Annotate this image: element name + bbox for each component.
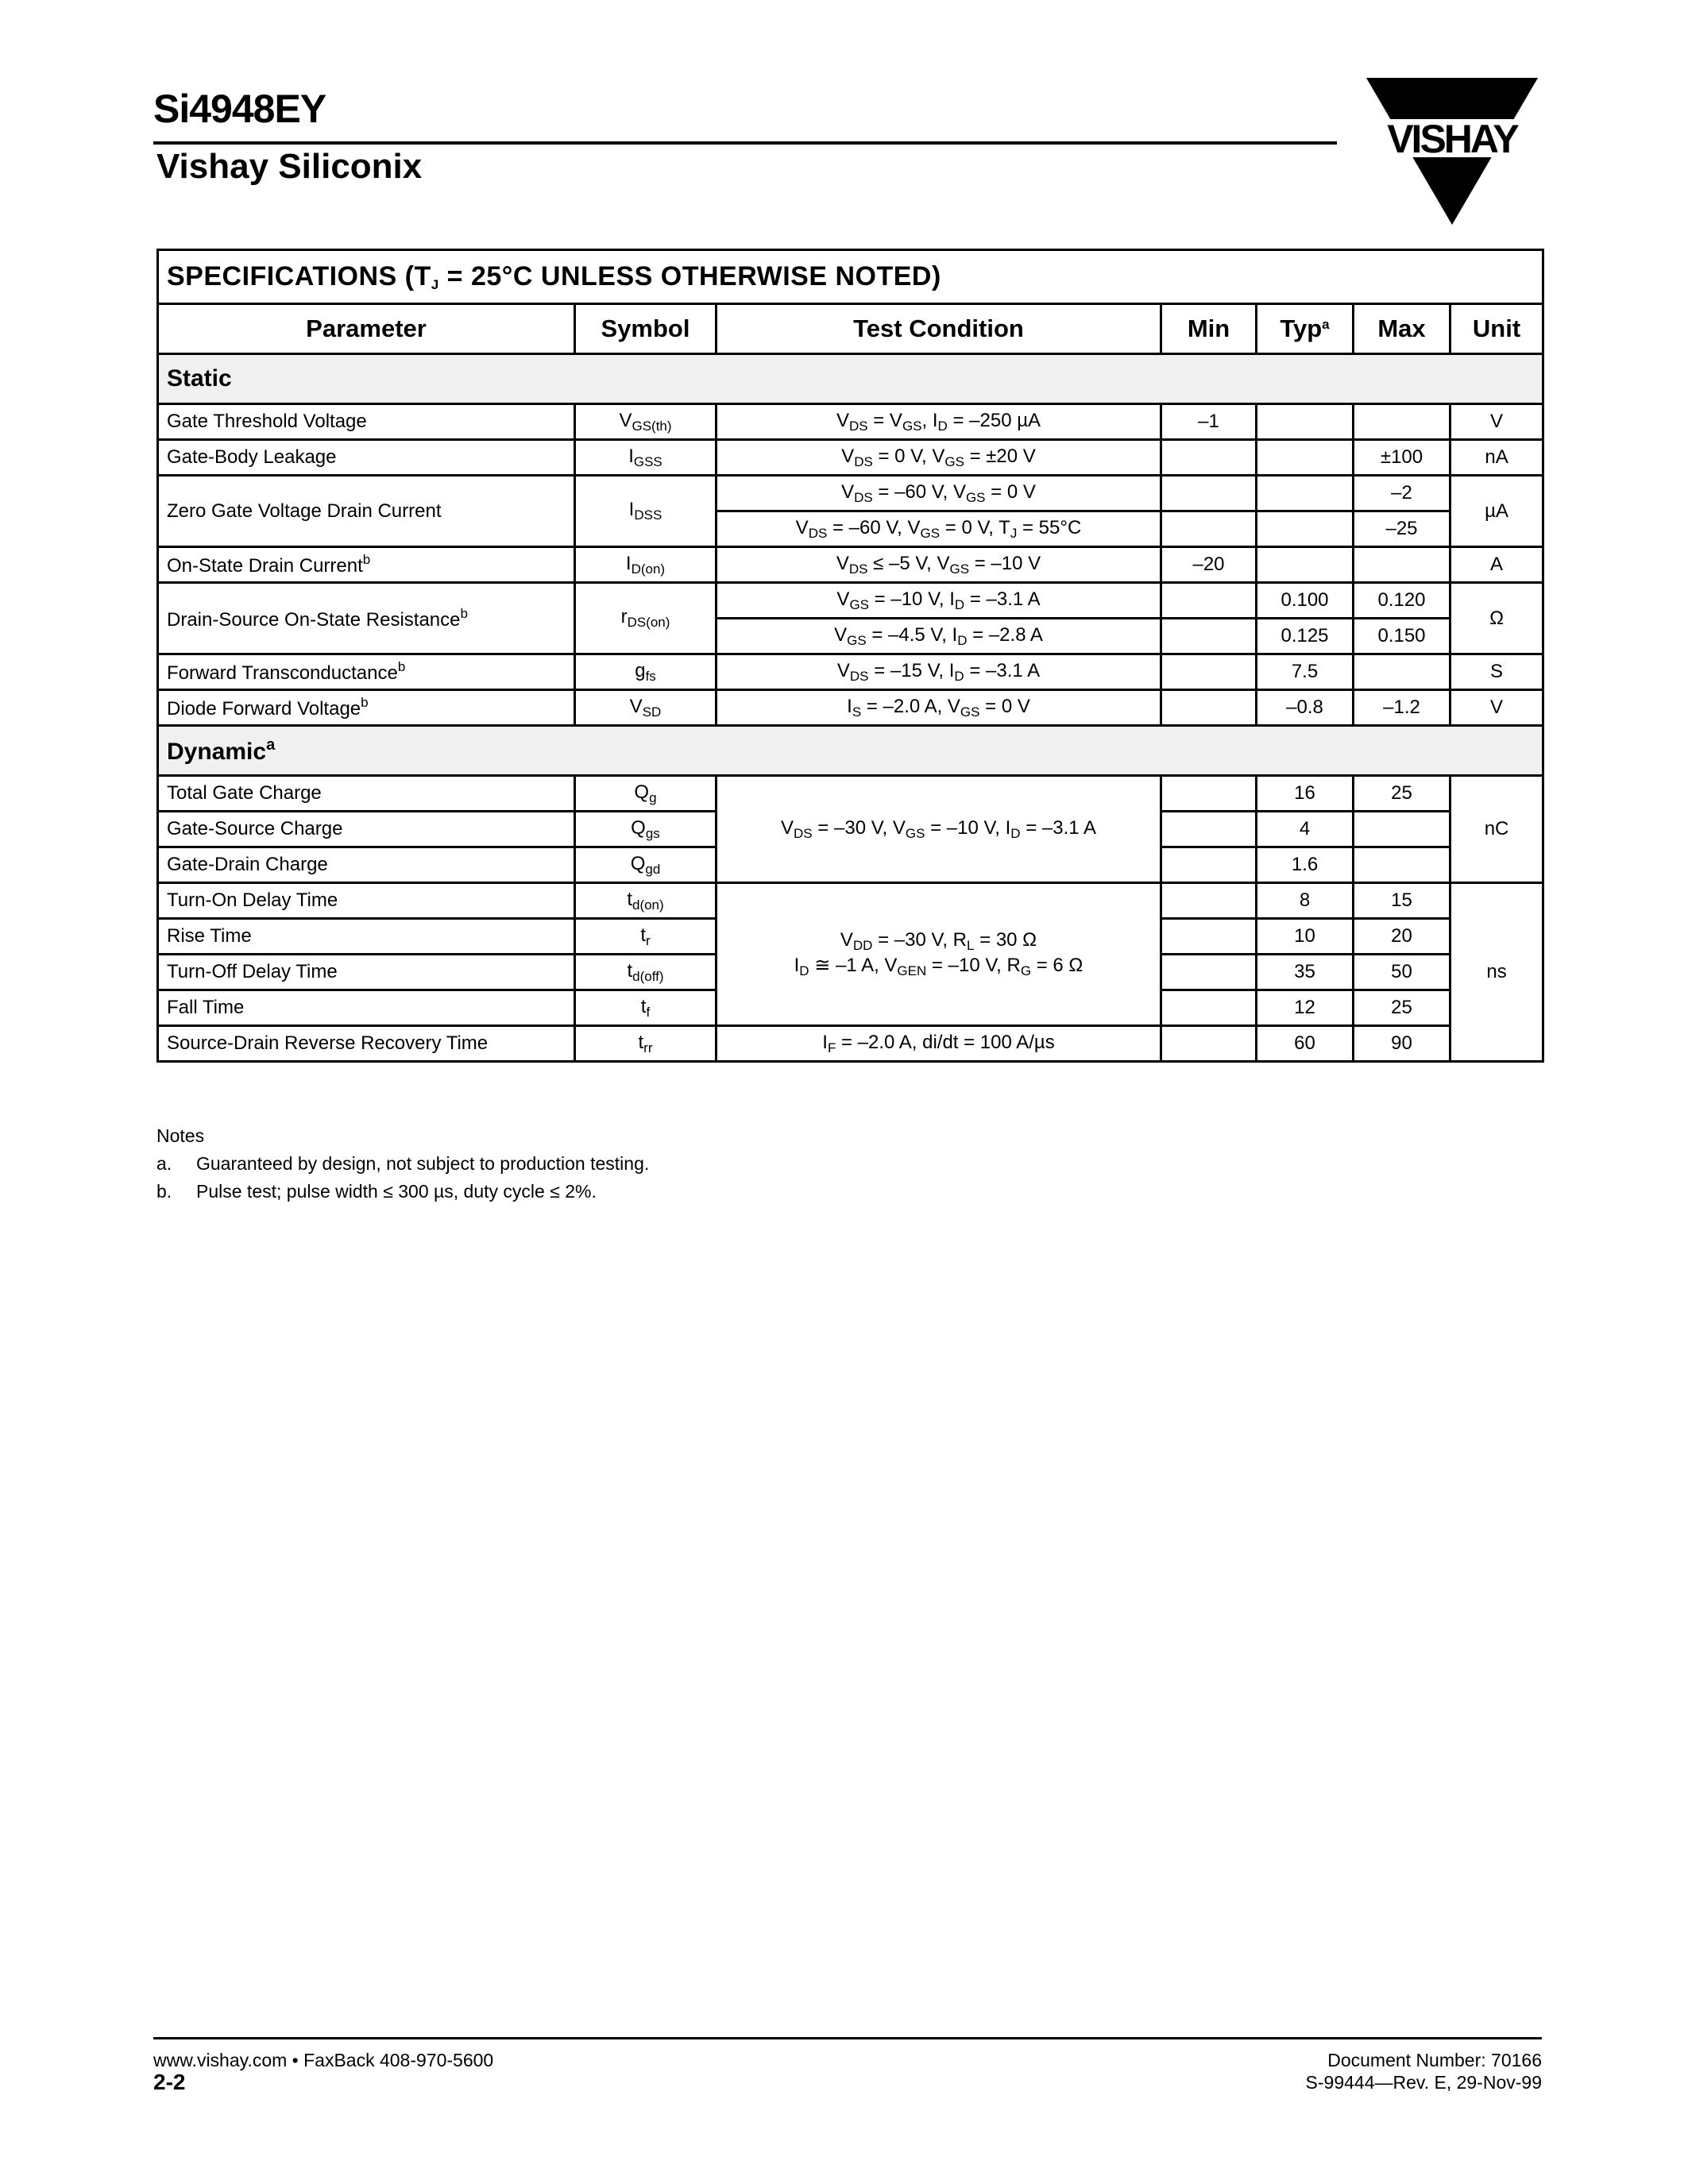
condition-cell: $V_{DS} = -15$ V, $I_D = -3.1$ A (717, 654, 1161, 690)
typ-cell (1257, 404, 1354, 440)
footer-rule (153, 2037, 1542, 2039)
vishay-logo (1366, 78, 1538, 225)
column-header-typ: Typ$^a$ (1257, 304, 1354, 354)
symbol-cell: $Q_{gd}$ (575, 847, 717, 883)
typ-cell: 60 (1257, 1026, 1354, 1062)
parameter-cell: Source-Drain Reverse Recovery Time (158, 1026, 575, 1062)
table-row (158, 654, 1543, 690)
min-cell (1161, 883, 1257, 919)
condition-cell: $V_{DS} = -60$ V, $V_{GS} = 0$ V, $T_J = 55^\circ C$ (717, 511, 1161, 547)
table-row (158, 440, 1543, 476)
footer-right (1306, 2049, 1542, 2093)
typ-cell: 0.100 (1257, 583, 1354, 619)
part-number: Si4948EY (153, 87, 326, 131)
typ-cell (1257, 511, 1354, 547)
page-number: 2-2 (153, 2070, 186, 2094)
typ-cell: –0.8 (1257, 690, 1354, 726)
max-cell: ±100 (1354, 440, 1450, 476)
min-cell (1161, 511, 1257, 547)
symbol-cell: $V_{SD}$ (575, 690, 717, 726)
condition-cell: $V_{GS} = -10$ V, $I_D = -3.1$ A (717, 583, 1161, 619)
symbol-cell: $Q_{gs}$ (575, 812, 717, 847)
parameter-cell: Diode Forward Voltage$^b$ (158, 690, 575, 726)
column-header-parameter: Parameter (158, 304, 575, 354)
section-dynamic: Dynamic$^a$ (158, 726, 1543, 776)
min-cell: –20 (1161, 547, 1257, 583)
min-cell: –1 (1161, 404, 1257, 440)
unit-cell: Ω (1450, 583, 1543, 654)
parameter-cell: Turn-Off Delay Time (158, 955, 575, 990)
section-static: Static (158, 354, 1543, 404)
typ-cell: 1.6 (1257, 847, 1354, 883)
column-header-max: Max (1354, 304, 1450, 354)
table-row (158, 404, 1543, 440)
max-cell (1354, 404, 1450, 440)
max-cell (1354, 847, 1450, 883)
symbol-cell: $t_{d(on)}$ (575, 883, 717, 919)
table-row (158, 547, 1543, 583)
unit-cell: V (1450, 690, 1543, 726)
max-cell: 0.150 (1354, 619, 1450, 654)
unit-cell: ns (1450, 883, 1543, 1062)
typ-cell: 12 (1257, 990, 1354, 1026)
max-cell: –1.2 (1354, 690, 1450, 726)
condition-cell: $I_S = -2.0$ A, $V_{GS} = 0$ V (717, 690, 1161, 726)
min-cell (1161, 583, 1257, 619)
symbol-cell: $Q_g$ (575, 776, 717, 812)
max-cell: –2 (1354, 476, 1450, 511)
unit-cell: S (1450, 654, 1543, 690)
footer-website: www.vishay.com • FaxBack 408-970-5600 (153, 2050, 494, 2070)
max-cell: –25 (1354, 511, 1450, 547)
min-cell (1161, 776, 1257, 812)
parameter-cell: Gate-Source Charge (158, 812, 575, 847)
max-cell: 50 (1354, 955, 1450, 990)
condition-cell: $V_{DS} = -60$ V, $V_{GS} = 0$ V (717, 476, 1161, 511)
symbol-cell: $I_{D(on)}$ (575, 547, 717, 583)
table-title: SPECIFICATIONS ($T_J = 25^\circ C$ UNLESS OTHERWISE NOTED) (158, 250, 1543, 304)
min-cell (1161, 812, 1257, 847)
symbol-cell: $r_{DS(on)}$ (575, 583, 717, 654)
typ-cell: 16 (1257, 776, 1354, 812)
max-cell: 90 (1354, 1026, 1450, 1062)
typ-cell (1257, 476, 1354, 511)
footer-left (153, 2049, 493, 2093)
parameter-cell: Turn-On Delay Time (158, 883, 575, 919)
typ-cell (1257, 547, 1354, 583)
typ-cell: 8 (1257, 883, 1354, 919)
condition-cell: $V_{DS} = 0$ V, $V_{GS} = \pm 20$ V (717, 440, 1161, 476)
symbol-cell: $I_{DSS}$ (575, 476, 717, 547)
unit-cell: nA (1450, 440, 1543, 476)
min-cell (1161, 847, 1257, 883)
unit-cell: nC (1450, 776, 1543, 883)
condition-cell: $V_{GS} = -4.5$ V, $I_D = -2.8$ A (717, 619, 1161, 654)
min-cell (1161, 955, 1257, 990)
revision: S-99444—Rev. E, 29-Nov-99 (1305, 2072, 1542, 2093)
table-row (158, 690, 1543, 726)
column-header-symbol: Symbol (575, 304, 717, 354)
table-row (158, 476, 1543, 511)
symbol-cell: $t_{d(off)}$ (575, 955, 717, 990)
document-number: Document Number: 70166 (1327, 2050, 1542, 2070)
table-row (158, 583, 1543, 619)
min-cell (1161, 476, 1257, 511)
notes (156, 1122, 649, 1206)
parameter-cell: Zero Gate Voltage Drain Current (158, 476, 575, 547)
max-cell (1354, 812, 1450, 847)
column-header-min: Min (1161, 304, 1257, 354)
header-rule (153, 141, 1337, 145)
logo-text: VISHAY (1387, 117, 1517, 161)
table-row (158, 776, 1543, 812)
notes-heading: Notes (156, 1125, 205, 1146)
max-cell: 20 (1354, 919, 1450, 955)
note-item: b. Pulse test; pulse width ≤ 300 µs, duty cycle ≤ 2%. (156, 1181, 597, 1202)
min-cell (1161, 619, 1257, 654)
min-cell (1161, 440, 1257, 476)
symbol-cell: $t_{rr}$ (575, 1026, 717, 1062)
max-cell: 0.120 (1354, 583, 1450, 619)
note-item: a. Guaranteed by design, not subject to production testing. (156, 1153, 650, 1174)
column-header-test-condition: Test Condition (717, 304, 1161, 354)
parameter-cell: Gate Threshold Voltage (158, 404, 575, 440)
symbol-cell: $I_{GSS}$ (575, 440, 717, 476)
parameter-cell: Drain-Source On-State Resistance$^b$ (158, 583, 575, 654)
company-name: Vishay Siliconix (156, 147, 423, 186)
unit-cell: µA (1450, 476, 1543, 547)
min-cell (1161, 919, 1257, 955)
condition-cell: $V_{DS} \le -5$ V, $V_{GS} = -10$ V (717, 547, 1161, 583)
typ-cell (1257, 440, 1354, 476)
symbol-cell: $t_r$ (575, 919, 717, 955)
typ-cell: 0.125 (1257, 619, 1354, 654)
typ-cell: 10 (1257, 919, 1354, 955)
specifications-table (156, 249, 1544, 1063)
max-cell (1354, 654, 1450, 690)
parameter-cell: On-State Drain Current$^b$ (158, 547, 575, 583)
symbol-cell: $V_{GS(th)}$ (575, 404, 717, 440)
parameter-cell: Gate-Drain Charge (158, 847, 575, 883)
min-cell (1161, 990, 1257, 1026)
symbol-cell: $t_f$ (575, 990, 717, 1026)
typ-cell: 7.5 (1257, 654, 1354, 690)
column-header-unit: Unit (1450, 304, 1543, 354)
typ-cell: 35 (1257, 955, 1354, 990)
min-cell (1161, 1026, 1257, 1062)
min-cell (1161, 690, 1257, 726)
max-cell (1354, 547, 1450, 583)
parameter-cell: Rise Time (158, 919, 575, 955)
typ-cell: 4 (1257, 812, 1354, 847)
condition-cell: $I_F = -2.0$ A, di/dt = 100 A/µs (717, 1026, 1161, 1062)
max-cell: 25 (1354, 776, 1450, 812)
unit-cell: A (1450, 547, 1543, 583)
parameter-cell: Gate-Body Leakage (158, 440, 575, 476)
parameter-cell: Fall Time (158, 990, 575, 1026)
condition-cell: $V_{DS} = V_{GS}$, $I_D = -250$ µA (717, 404, 1161, 440)
parameter-cell: Forward Transconductance$^b$ (158, 654, 575, 690)
table-row (158, 883, 1543, 919)
condition-cell: $V_{DD} = -30$ V, $R_L = 30$ Ω $I_D$ ≅ –1 A, $V_{GEN} = -10$ V, $R_G = 6$ Ω (717, 883, 1161, 1026)
condition-cell: $V_{DS} = -30$ V, $V_{GS} = -10$ V, $I_D = -3.1$ A (717, 776, 1161, 883)
parameter-cell: Total Gate Charge (158, 776, 575, 812)
min-cell (1161, 654, 1257, 690)
symbol-cell: $g_{fs}$ (575, 654, 717, 690)
unit-cell: V (1450, 404, 1543, 440)
max-cell: 25 (1354, 990, 1450, 1026)
max-cell: 15 (1354, 883, 1450, 919)
table-row (158, 1026, 1543, 1062)
